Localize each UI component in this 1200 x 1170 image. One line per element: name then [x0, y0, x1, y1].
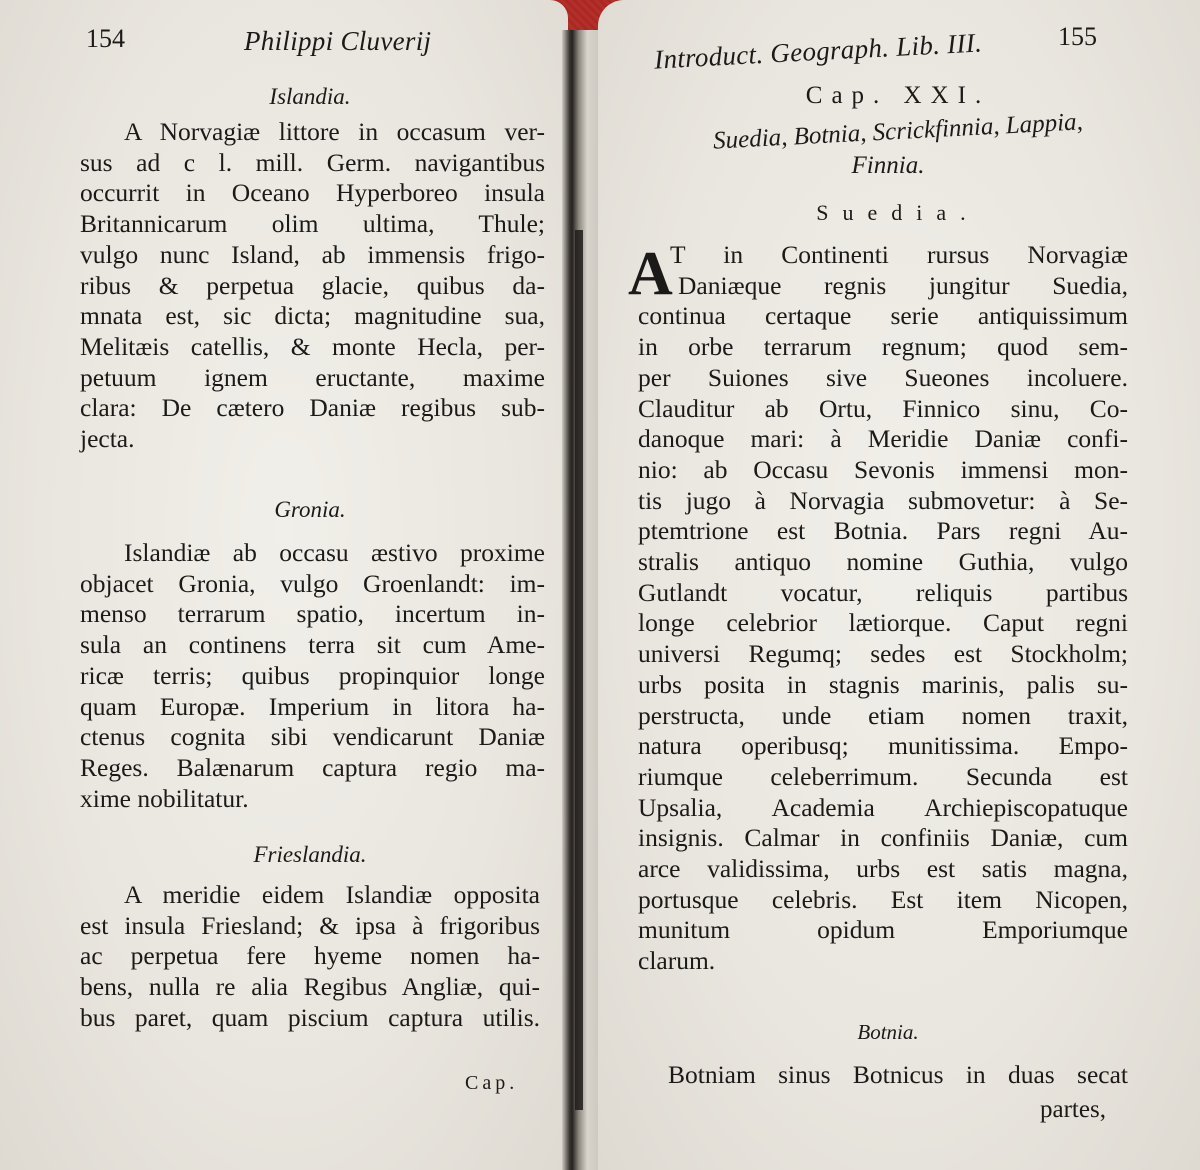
text-line: A Norvagiæ littore in occasum ver-	[124, 117, 545, 146]
text-line: arce validissima, urbs est satis magna,	[638, 854, 1128, 884]
text-line: perstructa, unde etiam nomen traxit,	[638, 700, 1128, 730]
text-line: per Suiones sive Sueones incoluere.	[638, 362, 1128, 392]
text-line: Melitæis catellis, & monte Hecla, per-	[80, 331, 545, 361]
text-line: munitum opidum Emporiumque	[638, 915, 1128, 945]
text-line: vulgo nunc Island, ab immensis frigo-	[80, 239, 545, 269]
text-line: in orbe terrarum regnum; quod sem-	[638, 332, 1128, 362]
text-line: Britannicarum olim ultima, Thule;	[80, 209, 545, 239]
page-number-left: 154	[86, 24, 125, 53]
running-head-left: Philippi Cluverij	[244, 26, 432, 56]
section-heading-suedia: Suedia.	[816, 200, 980, 225]
text-line: bus paret, quam piscium captura utilis.	[80, 1002, 540, 1032]
text-line: Reges. Balænarum captura regio ma-	[80, 752, 545, 782]
text-line: tis jugo à Norvagia submovetur: à Se-	[638, 485, 1128, 515]
text-line: clara: De cætero Daniæ regibus sub-	[80, 393, 545, 423]
text-line: Islandiæ ab occasu æstivo proxime	[124, 538, 545, 567]
text-line: mnata est, sic dicta; magnitudine sua,	[80, 301, 545, 331]
text-line: clarum.	[638, 946, 716, 976]
text-line: ricæ terris; quibus propinquior longe	[80, 660, 545, 690]
page-number-right: 155	[1058, 22, 1097, 51]
text-line: sula an continens terra sit cum Ame-	[80, 630, 545, 660]
text-line: Upsalia, Academia Archiepiscopatuque	[638, 792, 1128, 822]
drop-cap: A	[628, 240, 673, 308]
chapter-subtitle-line2: Finnia.	[851, 152, 925, 179]
text-line: est insula Friesland; & ipsa à frigoribus	[80, 910, 540, 940]
section-text-frieslandia	[80, 880, 540, 1034]
text-line: danoque mari: à Meridie Daniæ confi-	[638, 424, 1128, 454]
section-heading-botnia: Botnia.	[857, 1020, 919, 1044]
text-line: universi Regumq; sedes est Stockholm;	[638, 639, 1128, 669]
section-heading-gronia: Gronia.	[274, 497, 346, 522]
text-line: riumque celeberrimum. Secunda est	[638, 761, 1128, 791]
text-line: insignis. Calmar in confiniis Daniæ, cum	[638, 823, 1128, 853]
running-head-right: Introduct. Geograph. Lib. III.	[653, 27, 983, 75]
catchword-left: Cap.	[465, 1072, 519, 1094]
text-line: sus ad c l. mill. Germ. navigantibus	[80, 147, 545, 177]
section-heading-islandia: Islandia.	[269, 84, 351, 109]
text-line: occurrit in Oceano Hyperboreo insula	[80, 178, 545, 208]
section-text-botnia	[668, 1060, 1128, 1091]
section-text-islandia	[80, 117, 545, 455]
text-line: xime nobilitatur.	[80, 783, 249, 813]
text-line: longe celebrior lætiorque. Caput regni	[638, 608, 1128, 638]
gutter-shadow	[575, 230, 583, 1110]
text-line: ribus & perpetua glacie, quibus da-	[80, 270, 545, 300]
text-line: quam Europæ. Imperium in litora ha-	[80, 691, 545, 721]
text-line: ctenus cognita sibi vendicarunt Daniæ	[80, 722, 545, 752]
left-page	[0, 0, 568, 1170]
text-line: bens, nulla re alia Regibus Angliæ, qui-	[80, 972, 540, 1002]
text-line: menso terrarum spatio, incertum in-	[80, 599, 545, 629]
text-line: Botniam sinus Botnicus in duas secat	[668, 1060, 1128, 1089]
text-line: Daniæque regnis jungitur Suedia,	[678, 270, 1128, 300]
section-text-suedia	[638, 240, 1128, 977]
text-line: ac perpetua fere hyeme nomen ha-	[80, 941, 540, 971]
text-line: urbs posita in stagnis marinis, palis su-	[638, 669, 1128, 699]
text-line: T in Continenti rursus Norvagiæ	[670, 240, 1128, 269]
text-line: A meridie eidem Islandiæ opposita	[124, 880, 540, 909]
text-line: portusque celebris. Est item Nicopen,	[638, 884, 1128, 914]
text-line: ptemtrione est Botnia. Pars regni Au-	[638, 516, 1128, 546]
text-line: natura operibusq; munitissima. Empo-	[638, 731, 1128, 761]
text-line: continua certaque serie antiquissimum	[638, 301, 1128, 331]
section-text-gronia	[80, 538, 545, 814]
text-line: Gutlandt vocatur, reliquis partibus	[638, 577, 1128, 607]
text-line: Clauditur ab Ortu, Finnico sinu, Co-	[638, 393, 1128, 423]
chapter-subtitle-line1: Suedia, Botnia, Scrickfinnia, Lappia,	[712, 108, 1084, 155]
catchword-right: partes,	[1040, 1096, 1106, 1123]
text-line: petuum ignem eructante, maxime	[80, 362, 545, 392]
chapter-number: Cap. XXI.	[805, 82, 991, 109]
section-heading-frieslandia: Frieslandia.	[253, 842, 367, 867]
right-page	[598, 0, 1200, 1170]
text-line: jecta.	[80, 424, 135, 454]
text-line: stralis antiquo nomine Guthia, vulgo	[638, 547, 1128, 577]
text-line: objacet Gronia, vulgo Groenlandt: im-	[80, 568, 545, 598]
text-line: nio: ab Occasu Sevonis immensi mon-	[638, 454, 1128, 484]
